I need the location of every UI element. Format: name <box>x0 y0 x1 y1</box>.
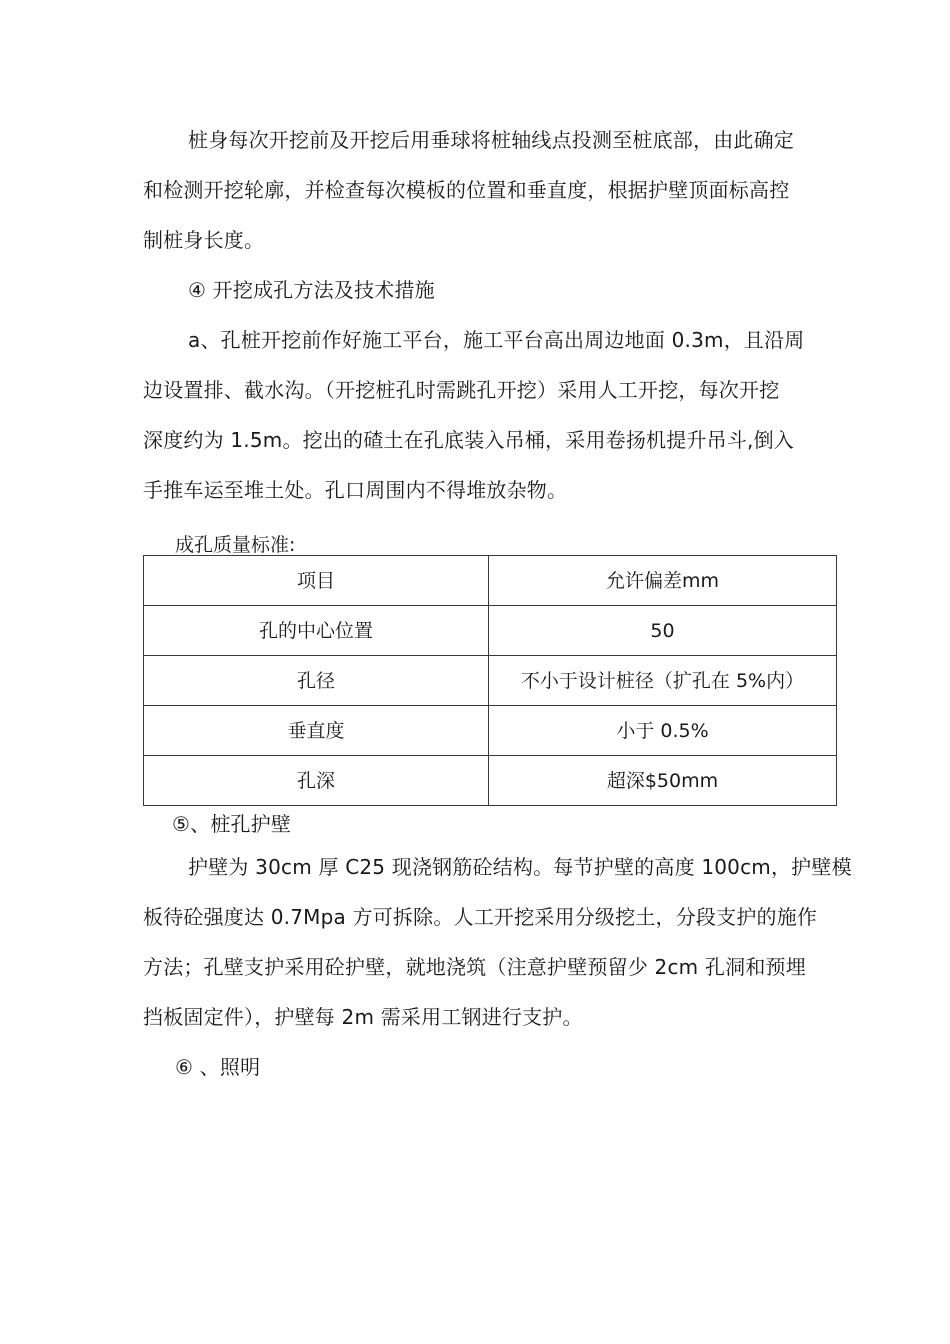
row-item: 孔深 <box>144 756 489 806</box>
table-row <box>144 706 837 756</box>
section-4-heading: ④ 开挖成孔方法及技术措施 <box>188 278 435 302</box>
row-tolerance: 50 <box>489 606 837 656</box>
paragraph-2-line-2: 边设置排、截水沟。（开挖桩孔时需跳孔开挖）采用人工开挖，每次开挖 <box>143 378 780 402</box>
header-item: 项目 <box>144 556 489 606</box>
quality-standard-table <box>143 555 837 806</box>
section-6-heading: ⑥ 、照明 <box>175 1055 261 1079</box>
paragraph-3-line-1: 护壁为 30cm 厚 C25 现浇钢筋砼结构。每节护壁的高度 100cm，护壁模 <box>188 855 852 879</box>
row-tolerance: 小于 0.5% <box>489 706 837 756</box>
table-row <box>144 756 837 806</box>
paragraph-3-line-4: 挡板固定件），护壁每 2m 需采用工钢进行支护。 <box>143 1005 583 1029</box>
section-5-heading: ⑤、桩孔护壁 <box>172 812 292 836</box>
paragraph-1-line-2: 和检测开挖轮廓，并检查每次模板的位置和垂直度，根据护壁顶面标高控 <box>143 178 790 202</box>
row-item: 孔径 <box>144 656 489 706</box>
table-row <box>144 606 837 656</box>
paragraph-3-line-2: 板待砼强度达 0.7Mpa 方可拆除。人工开挖采用分级挖土，分段支护的施作 <box>143 905 818 929</box>
paragraph-1-line-1: 桩身每次开挖前及开挖后用垂球将桩轴线点投测至桩底部，由此确定 <box>188 128 794 152</box>
paragraph-2-line-1: a、孔桩开挖前作好施工平台，施工平台高出周边地面 0.3m，且沿周 <box>188 328 805 352</box>
paragraph-3-line-3: 方法；孔壁支护采用砼护壁，就地浇筑（注意护壁预留少 2cm 孔洞和预埋 <box>143 955 806 979</box>
table-header-row <box>144 556 837 606</box>
row-tolerance: 不小于设计桩径（扩孔在 5%内） <box>489 656 837 706</box>
table-caption: 成孔质量标准: <box>175 534 296 556</box>
row-item: 垂直度 <box>144 706 489 756</box>
row-tolerance: 超深$50mm <box>489 756 837 806</box>
paragraph-2-line-4: 手推车运至堆土处。孔口周围内不得堆放杂物。 <box>143 478 568 502</box>
header-tolerance: 允许偏差mm <box>489 556 837 606</box>
paragraph-2-line-3: 深度约为 1.5m。挖出的碴土在孔底装入吊桶，采用卷扬机提升吊斗,倒入 <box>143 428 795 452</box>
paragraph-1-line-3: 制桩身长度。 <box>143 228 265 252</box>
row-item: 孔的中心位置 <box>144 606 489 656</box>
table-row <box>144 656 837 706</box>
